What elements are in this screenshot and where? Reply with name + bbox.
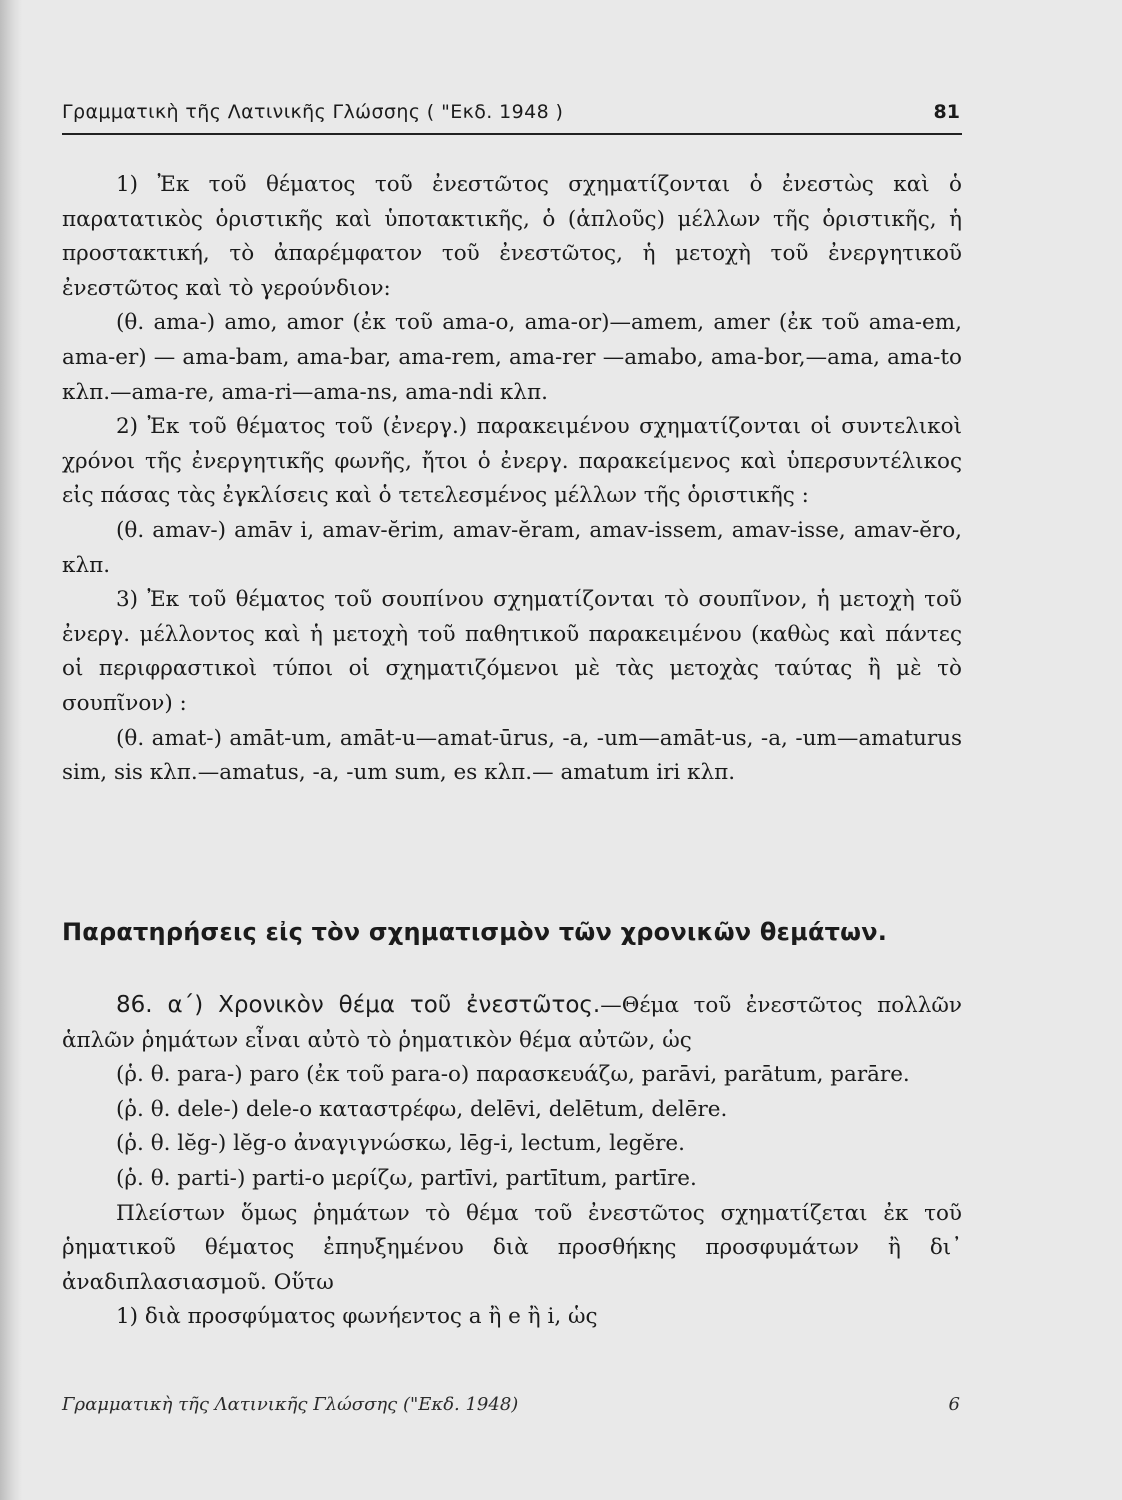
footer-signature: 6 — [948, 1394, 960, 1415]
closing-paragraph: Πλείστων ὅμως ῥημάτων τὸ θέμα τοῦ ἐνεστῶτος σχηματίζεται ἐκ τοῦ ῥηματικοῦ θέματος ἐπηυξημένου διὰ προσθήκης προσφυμάτων ἢ δι᾿ ἀναδιπλασιασμοῦ. Οὕτω — [62, 1200, 962, 1295]
header-title: Γραμματικὴ τῆς Λατινικῆς Γλώσσης ( "Εκδ. 1948 ) — [62, 101, 564, 123]
paragraph-3: 3) Ἐκ τοῦ θέματος τοῦ σουπίνου σχηματίζονται τὸ σουπῖνον, ἡ μετοχὴ τοῦ ἐνεργ. μέλλοντος καὶ ἡ μετοχὴ τοῦ παθητικοῦ παρακειμένου (καθὼς καὶ πάντες οἱ περιφραστικοὶ τύποι οἱ σχηματιζόμενοι μὲ τὰς μετοχὰς ταύτας ἢ μὲ τὸ σουπῖνον) : — [62, 587, 962, 716]
section-lead-paragraph — [62, 988, 962, 1058]
example-1: (θ. ama-) amo, amor (ἐκ τοῦ ama-o, ama-or)—amem, amer (ἐκ τοῦ ama-em, ama-er) — ama-bam, ama-bar, ama-rem, ama-rer —amabo, ama-bor,—ama, ama-to κλπ.—ama-re, ama-ri—ama-ns, ama-ndi κλπ. — [62, 310, 962, 405]
section-86 — [62, 988, 962, 1335]
section-heading: Παρατηρήσεις εἰς τὸν σχηματισμὸν τῶν χρονικῶν θεμάτων. — [62, 918, 888, 946]
section-lead: 86. α΄) Χρονικὸν θέμα τοῦ ἐνεστῶτος. — [116, 992, 601, 1018]
paragraph-1: 1) Ἐκ τοῦ θέματος τοῦ ἐνεστῶτος σχηματίζονται ὁ ἐνεστὼς καὶ ὁ παρατατικὸς ὁριστικῆς καὶ ὑποτακτικῆς, ὁ (ἁπλοῦς) μέλλων τῆς ὁριστικῆς, ἡ προστακτική, τὸ ἀπαρέμφατον τοῦ ἐνεστῶτος, ἡ μετοχὴ τοῦ ἐνεργητικοῦ ἐνεστῶτος καὶ τὸ γερούνδιον: — [62, 172, 962, 301]
example-leg: (ῥ. θ. lĕg-) lĕg-o ἀναγιγνώσκω, lēg-i, lectum, legĕre. — [116, 1131, 685, 1157]
main-text — [62, 168, 962, 791]
example-2: (θ. amav-) amāv i, amav-ĕrim, amav-ĕram, amav-issem, amav-isse, amav-ĕro, κλπ. — [62, 517, 962, 578]
running-header — [62, 97, 962, 135]
paragraph-2: 2) Ἐκ τοῦ θέματος τοῦ (ἐνεργ.) παρακειμένου σχηματίζονται οἱ συντελικοὶ χρόνοι τῆς ἐνεργητικῆς φωνῆς, ἤτοι ὁ ἐνεργ. παρακείμενος καὶ ὑπερσυντέλικος εἰς πάσας τὰς ἐγκλίσεις καὶ ὁ τετελεσμένος μέλλων τῆς ὁριστικῆς : — [62, 414, 962, 509]
footer-text: Γραμματικὴ τῆς Λατινικῆς Γλώσσης ("Εκδ. 1948) — [62, 1394, 519, 1415]
example-3: (θ. amat-) amāt-um, amāt-u—amat-ūrus, -a, -um—amāt-us, -a, -um—amaturus sim, sis κλπ.—amatus, -a, -um sum, es κλπ.— amatum iri κλπ. — [62, 725, 962, 786]
example-dele: (ῥ. θ. dele-) dele-o καταστρέφω, delēvi, delētum, delēre. — [116, 1096, 728, 1122]
example-para: (ῥ. θ. para-) paro (ἐκ τοῦ para-o) παρασκευάζω, parāvi, parātum, parāre. — [116, 1062, 910, 1088]
footer — [62, 1394, 962, 1424]
item-1: 1) διὰ προσφύματος φωνήεντος a ἢ e ἢ i, ὡς — [116, 1304, 598, 1330]
section-lead-rest: —Θέμα τοῦ ἐνεστῶτος πολλῶν ἁπλῶν ῥημάτων εἶναι αὐτὸ τὸ ῥηματικὸν θέμα αὐτῶν, ὡς — [62, 993, 963, 1053]
page-gutter-shadow — [0, 0, 22, 1500]
page-number: 81 — [933, 101, 960, 123]
example-parti: (ῥ. θ. parti-) parti-o μερίζω, partīvi, partītum, partīre. — [116, 1165, 697, 1191]
